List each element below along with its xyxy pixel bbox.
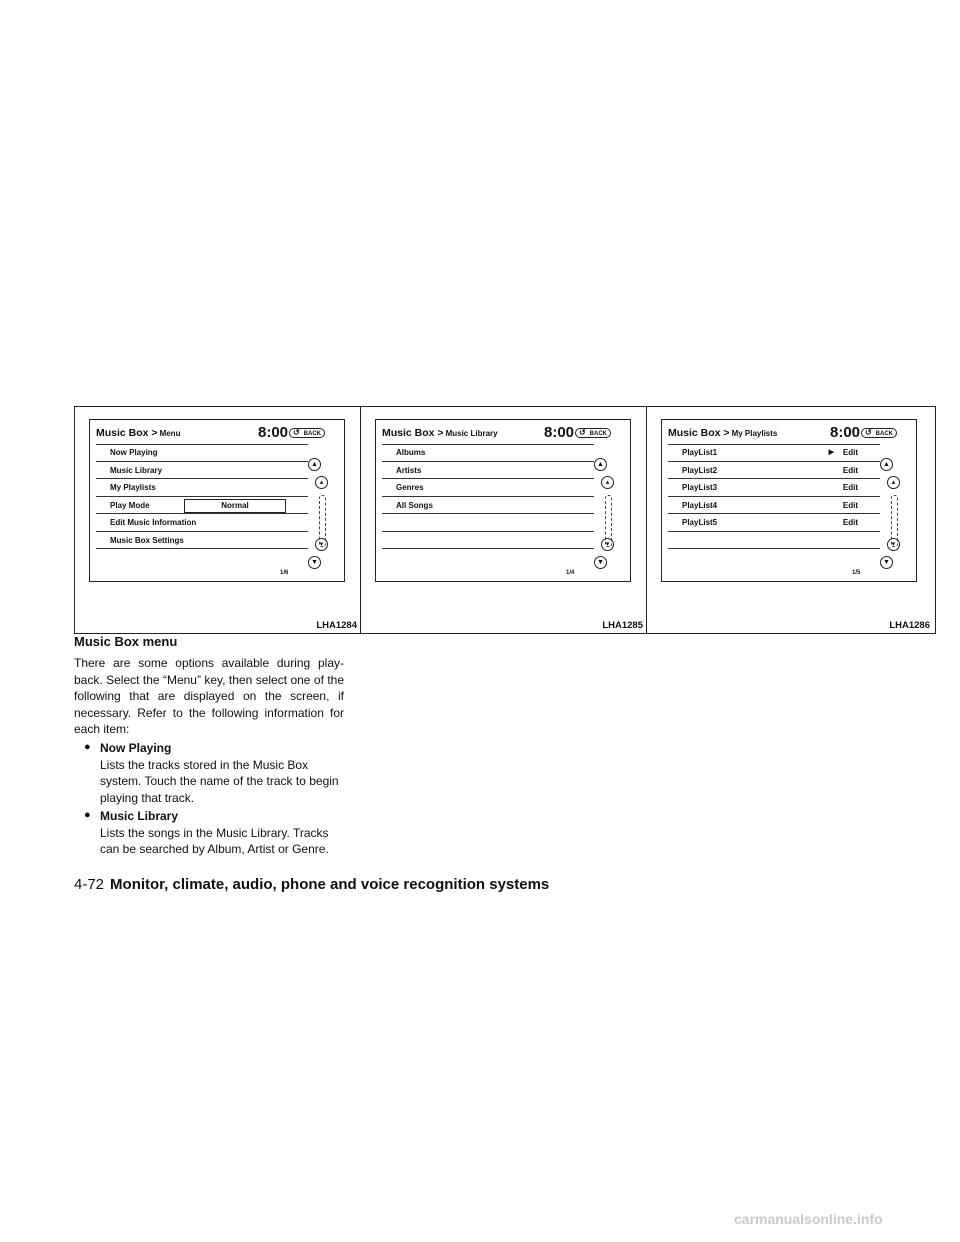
bullet-item xyxy=(84,740,348,806)
menu-item-music-library[interactable]: Music Library xyxy=(96,462,308,480)
bullet-icon: ● xyxy=(84,809,91,821)
library-item-albums[interactable]: Albums xyxy=(382,444,594,462)
playlist-row[interactable] xyxy=(668,479,880,497)
bullet-icon: ● xyxy=(84,741,91,753)
scroll-top-icon[interactable]: ▲ xyxy=(308,458,321,471)
scroll-down-icon[interactable]: ▾ xyxy=(315,538,328,551)
figure-menu xyxy=(75,407,361,633)
playlist-row[interactable] xyxy=(668,497,880,515)
edit-button[interactable]: Edit xyxy=(842,518,858,527)
page-indicator: 1/5 xyxy=(852,570,861,576)
figure-code: LHA1286 xyxy=(889,620,930,631)
page-indicator: 1/4 xyxy=(566,570,575,576)
menu-item-edit-music-information[interactable]: Edit Music Information xyxy=(96,514,308,532)
menu-item-music-box-settings[interactable]: Music Box Settings xyxy=(96,532,308,550)
menu-item-my-playlists[interactable]: My Playlists xyxy=(96,479,308,497)
breadcrumb: Music Box > xyxy=(382,427,444,439)
edit-button[interactable]: Edit xyxy=(842,465,858,475)
figure-music-library xyxy=(361,407,647,633)
menu-item-now-playing[interactable]: Now Playing xyxy=(96,444,308,462)
empty-row xyxy=(382,532,594,550)
play-mode-label: Play Mode xyxy=(110,500,150,510)
playlist-row[interactable] xyxy=(668,514,880,532)
screen-header xyxy=(668,427,777,439)
figure-my-playlists xyxy=(647,407,933,633)
playlist-name: PlayList3 xyxy=(682,483,718,492)
library-item-all-songs[interactable]: All Songs xyxy=(382,497,594,515)
screen-music-library xyxy=(375,419,631,582)
playlist-name: PlayList5 xyxy=(682,518,718,527)
page-number: 4-72 xyxy=(74,876,105,893)
library-list xyxy=(382,444,594,549)
screen-header xyxy=(96,427,180,439)
clock: 8:00 xyxy=(830,424,861,441)
screen-subtitle: Music Library xyxy=(445,429,498,438)
back-button[interactable]: ↺ BACK xyxy=(289,428,325,438)
library-item-artists[interactable]: Artists xyxy=(382,462,594,480)
scroll-top-icon[interactable]: ▲ xyxy=(594,458,607,471)
back-button[interactable]: ↺ BACK xyxy=(861,428,897,438)
scroll-bottom-icon[interactable]: ▼ xyxy=(880,556,893,569)
playlist-row[interactable] xyxy=(668,462,880,480)
page-indicator: 1/6 xyxy=(280,570,289,576)
figure-code: LHA1285 xyxy=(602,620,643,631)
scroll-bottom-icon[interactable]: ▼ xyxy=(594,556,607,569)
playlist-name: PlayList4 xyxy=(682,500,718,510)
edit-button[interactable]: Edit xyxy=(842,500,858,510)
playlist-name: PlayList2 xyxy=(682,465,718,475)
scroll-top-icon[interactable]: ▲ xyxy=(880,458,893,471)
menu-list xyxy=(96,444,308,549)
empty-row xyxy=(382,514,594,532)
figure-strip xyxy=(74,406,936,634)
section-title: Monitor, climate, audio, phone and voice recognition systems xyxy=(110,876,550,893)
clock: 8:00 xyxy=(258,424,289,441)
figure-code: LHA1284 xyxy=(316,620,357,631)
page-footer xyxy=(74,876,549,893)
scroll-up-icon[interactable]: ▴ xyxy=(887,476,900,489)
scroll-up-icon[interactable]: ▴ xyxy=(315,476,328,489)
play-mode-value[interactable]: Normal xyxy=(184,499,286,513)
playlist-name: PlayList1 xyxy=(682,448,718,457)
screen-subtitle: Menu xyxy=(159,429,181,438)
edit-button[interactable]: Edit xyxy=(842,483,858,492)
menu-item-play-mode[interactable] xyxy=(96,497,308,515)
scroll-up-icon[interactable]: ▴ xyxy=(601,476,614,489)
breadcrumb: Music Box > xyxy=(96,427,158,439)
back-button[interactable]: ↺ BACK xyxy=(575,428,611,438)
screen-my-playlists xyxy=(661,419,917,582)
scroll-bottom-icon[interactable]: ▼ xyxy=(308,556,321,569)
playlist-row[interactable] xyxy=(668,444,880,462)
library-item-genres[interactable]: Genres xyxy=(382,479,594,497)
empty-row xyxy=(668,532,880,550)
bullet-title: Now Playing xyxy=(100,741,172,755)
breadcrumb: Music Box > xyxy=(668,427,730,439)
bullet-title: Music Library xyxy=(100,809,179,823)
clock: 8:00 xyxy=(544,424,575,441)
bullet-description: Lists the songs in the Music Library. Tracks can be searched by Album, Artist or Genre. xyxy=(100,825,329,856)
playlist-list xyxy=(668,444,880,549)
bullet-item xyxy=(84,808,348,858)
scroll-down-icon[interactable]: ▾ xyxy=(601,538,614,551)
edit-button[interactable]: Edit xyxy=(842,448,858,457)
screen-subtitle: My Playlists xyxy=(731,429,778,438)
intro-paragraph: There are some options available during play-back. Select the “Menu” key, then select one of the following that are displayed on the screen, if necessary. Refer to the following information for each item: xyxy=(74,656,344,736)
watermark: carmanualsonline.info xyxy=(734,1211,883,1227)
section-heading: Music Box menu xyxy=(74,634,178,649)
play-arrow-icon: ▶ xyxy=(828,449,834,456)
bullet-description: Lists the tracks stored in the Music Box system. Touch the name of the track to begin playing that track. xyxy=(100,757,339,805)
screen-header xyxy=(382,427,498,439)
scroll-down-icon[interactable]: ▾ xyxy=(887,538,900,551)
screen-menu xyxy=(89,419,345,582)
